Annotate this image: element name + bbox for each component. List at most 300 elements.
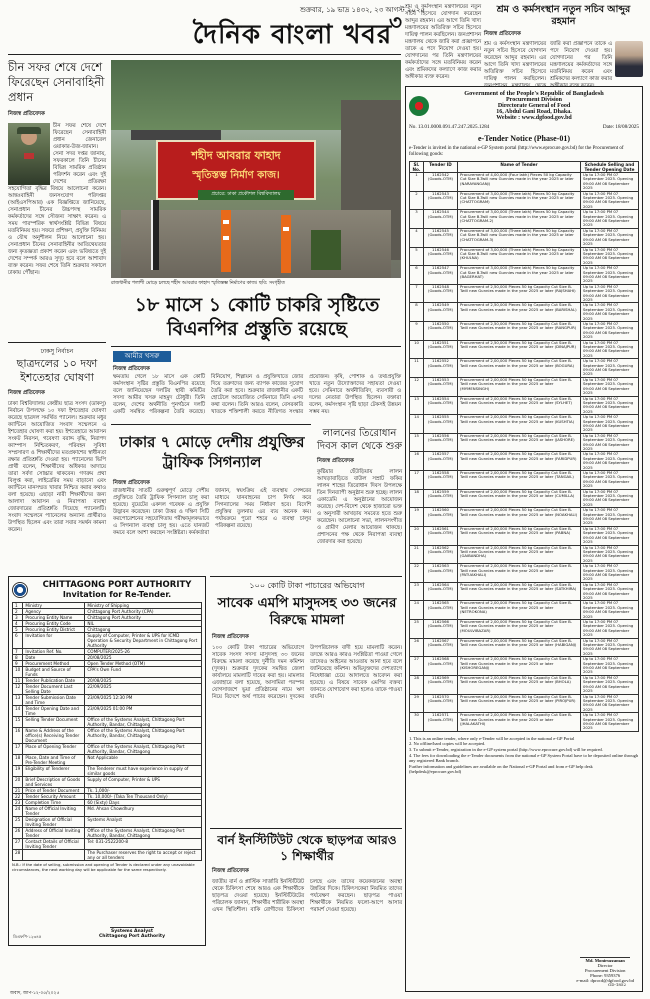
- tender-sl: 3: [410, 210, 424, 229]
- tender-schedule: Up to 17:00 PM 07 September 2025. Opening 09:00 AM 08 September 2025: [581, 508, 639, 527]
- issue-date: শুক্রবার, ১৯ ভাদ্র ১৪৩২, ২৩ আগস্ট ২০২৫: [300, 6, 426, 14]
- tender-row: [410, 508, 639, 527]
- tender-name: Procurement of 3,00,000 (Three lakh) Pieces 50 kg Capacity Cut Size B-Twill new Gunnies made in the year 2025 or later (CHATTOGRAM-3): [458, 228, 581, 247]
- mp-headline: সাবেক এমপি মাসুদসহ ৩৩ জনের বিরুদ্ধে মামলা: [217, 595, 397, 628]
- port-tender-table: [12, 602, 202, 861]
- tender-schedule: Up to 17:00 PM 07 September 2025. Opening 09:00 AM 08 September 2025: [581, 489, 639, 508]
- tender-name: Procurement of 2,00,000 Pieces 50 kg Capacity Cut Size B-Twill new Gunnies made in the year 2025 or later (NOAKHALI): [458, 508, 581, 527]
- memorial-sign: [156, 140, 316, 200]
- tender-row: [410, 564, 639, 583]
- port-cell-value: NIL: [85, 621, 202, 627]
- port-cell-value: Tel: 031-2522200-8: [85, 839, 202, 850]
- tender-sl: 17: [410, 471, 424, 490]
- tender-id: 1162551 (Goods-OTM): [424, 340, 458, 359]
- tender-name: Procurement of 2,00,000 Pieces 50 kg Capacity Cut Size B-Twill new Gunnies made in the year 2025 or later (PATUAKHALI): [458, 564, 581, 583]
- chief-headline: চীন সফর শেষে দেশে ফিরেছেন সেনাবাহিনী প্রধান: [8, 60, 105, 104]
- port-cell-value: COMPUTER/2025-26: [85, 649, 202, 655]
- tender-id: 1162564 (Goods-OTM): [424, 582, 458, 601]
- port-cell-value: Tk. 1,000/-: [85, 788, 202, 794]
- port-cell-label: Date: [23, 655, 85, 661]
- tender-id: 1162568 (Goods-OTM): [424, 657, 458, 676]
- tender-row: [410, 377, 639, 396]
- port-cell-value: 22/09/2025: [85, 684, 202, 695]
- port-cell-value: The Tenderer must have experience in supply of similar goods: [85, 766, 202, 777]
- tender-sl: 1: [410, 173, 424, 192]
- port-cell-value: 60 (Sixty) Days: [85, 800, 202, 806]
- tender-schedule: Up to 17:00 PM 07 September 2025. Opening 09:00 AM 08 September 2025: [581, 582, 639, 601]
- food-intro-col: [405, 4, 481, 80]
- col-tender-id: Tender ID: [424, 162, 458, 173]
- tender-name: Procurement of 2,00,000 Pieces 50 kg Capacity Cut Size B-Twill new Gunnies made in the year 2025 or later (JASHORE): [458, 433, 581, 452]
- port-table-row: [13, 850, 202, 861]
- burn-headline: বার্ন ইনস্টিটিউট থেকে ছাড়পত্র আরও ১ শিক্ষার্থীর: [217, 833, 397, 863]
- port-authority-ad: [8, 576, 206, 946]
- page-number: ৩: [389, 10, 403, 34]
- port-cell-sl: 24: [13, 806, 23, 817]
- food-headline: শ্রম ও কর্মসংস্থান নতুন সচিব আব্দুর রহমান: [496, 4, 631, 27]
- tender-id: 1162555 (Goods-OTM): [424, 415, 458, 434]
- tender-name: Procurement of 2,00,000 Pieces 50 kg Capacity Cut Size B-Twill new Gunnies made in the year 2025 or later (GAIBANDHA): [458, 545, 581, 564]
- food-note: 3. To submit e-Tender, registration in the e-GP system portal (http://www.eprocure.gov.bd) will be required.: [409, 746, 603, 752]
- tender-sl: 18: [410, 489, 424, 508]
- tender-sl: 13: [410, 396, 424, 415]
- port-cell-label: Ministry: [23, 603, 85, 609]
- tender-sl: 27: [410, 657, 424, 676]
- tender-id: 1162560 (Goods-OTM): [424, 508, 458, 527]
- food-body-a: শ্রম ও কর্মসংস্থান মন্ত্রণালয়ের নতুন সচিব হিসেবে যোগদান করেছেন আব্দুর রহমান। এর আগে তিনি খাদ্য মন্ত্রণালয়ের অতিরিক্ত সচিব হিসেবে দায়িত্ব পালন করছিলেন। জনপ্রশাসন মন্ত্রণালয় থেকে জারি করা প্রজ্ঞাপনে তাকে এ পদে নিয়োগ দেওয়া হয়। যোগদানের পর তিনি মন্ত্রণালয়ের কর্মকর্তাদের সঙ্গে মতবিনিময় করেন এবং শ্রমিকদের কল্যাণে কাজ করার অঙ্গীকার ব্যক্ত করেন।: [405, 4, 481, 80]
- tender-sl: 14: [410, 415, 424, 434]
- tender-sl: 22: [410, 564, 424, 583]
- tender-schedule: Up to 17:00 PM 07 September 2025. Opening 09:00 AM 08 September 2025: [581, 675, 639, 694]
- port-table-row: [13, 684, 202, 695]
- tender-row: [410, 266, 639, 285]
- food-notes: [409, 736, 639, 775]
- port-cell-sl: 3: [13, 615, 23, 621]
- tender-name: Procurement of 2,00,000 Pieces 50 kg Capacity Cut Size B-Twill new Gunnies made in the year 2025 or later (SATKHIRA): [458, 582, 581, 601]
- lalon-article: [317, 427, 402, 572]
- tender-name: Procurement of 2,00,000 Pieces 50 kg Capacity Cut Size B-Twill new Gunnies made in the year 2025 or later (NETROKONA): [458, 601, 581, 620]
- port-cell-value: Chittagong: [85, 627, 202, 633]
- port-cell-value: Open Tender Method (OTM): [85, 661, 202, 667]
- port-cell-label: Procuring Entity Code: [23, 621, 85, 627]
- port-cell-label: Completion Time: [23, 800, 85, 806]
- port-cell-sl: 4: [13, 621, 23, 627]
- tender-row: [410, 340, 639, 359]
- chief-byline: নিজস্ব প্রতিবেদক: [8, 111, 45, 117]
- food-secretary-photo: [615, 41, 643, 77]
- port-cell-sl: 28: [13, 850, 23, 861]
- port-table-row: [13, 806, 202, 817]
- tender-sl: 10: [410, 340, 424, 359]
- tender-sl: 29: [410, 694, 424, 713]
- tender-name: Procurement of 2,00,000 Pieces 50 kg Capacity Cut Size B-Twill new Gunnies made in the year 2025 or later (TANGAIL): [458, 471, 581, 490]
- tender-schedule: Up to 17:00 PM 07 September 2025. Opening 09:00 AM 08 September 2025: [581, 340, 639, 359]
- student-kicker: ঢাকসু নির্বাচন: [40, 348, 74, 355]
- footer-left-code: জবাদ, জাপ-১২-০৫/২০২৫: [10, 991, 60, 996]
- tender-sl: 8: [410, 303, 424, 322]
- port-cell-sl: 19: [13, 766, 23, 777]
- port-table-row: [13, 817, 202, 828]
- tender-id: 1162542 (Goods-OTM): [424, 173, 458, 192]
- port-cell-value: Systems Analyst: [85, 817, 202, 828]
- tender-row: [410, 601, 639, 620]
- port-cell-sl: 2: [13, 609, 23, 615]
- port-cell-label: Selling Tender Document: [23, 717, 85, 728]
- tender-row: [410, 210, 639, 229]
- port-cell-sl: 22: [13, 794, 23, 800]
- port-table-row: [13, 744, 202, 755]
- memorial-photo: [111, 60, 401, 278]
- port-cell-sl: 13: [13, 695, 23, 706]
- port-table-row: [13, 839, 202, 850]
- port-table-row: [13, 766, 202, 777]
- tender-sl: 4: [410, 228, 424, 247]
- masthead: দৈনিক বাংলা খবর: [192, 20, 393, 50]
- port-cell-sl: 8: [13, 655, 23, 661]
- food-sign-name: Md. Moniruzzaman: [585, 958, 625, 963]
- port-cell-sl: 11: [13, 678, 23, 684]
- tender-schedule: Up to 17:00 PM 07 September 2025. Opening 09:00 AM 08 September 2025: [581, 713, 639, 732]
- tender-name: Procurement of 2,00,000 Pieces 50 kg Capacity Cut Size B-Twill new Gunnies made in the year 2025 or later (CUMILLA): [458, 489, 581, 508]
- tender-id: 1162566 (Goods-OTM): [424, 620, 458, 639]
- food-gov: Government of the People's Republic of Bangladesh: [464, 90, 604, 97]
- tender-sl: 20: [410, 526, 424, 545]
- food-note: 2. No offline/hard copies will be accepted.: [409, 741, 486, 747]
- port-cell-sl: 20: [13, 777, 23, 788]
- gov-logo-icon: [409, 96, 429, 116]
- tender-id: 1162547 (Goods-OTM): [424, 266, 458, 285]
- port-cell-sl: 9: [13, 661, 23, 667]
- port-table-row: [13, 633, 202, 649]
- port-note: N.B.: If the date of selling, submission and opening of Tender is declared under any unavoidable circumstances, the next working day will be applicable for the same respectively.: [12, 862, 195, 872]
- port-cell-value: Tk. 10,000/- (Taka Ten Thousand Only): [85, 794, 202, 800]
- port-cell-sl: 26: [13, 828, 23, 839]
- food-sign-phone: Phone: 9359376: [590, 973, 621, 978]
- tender-id: 1162552 (Goods-OTM): [424, 359, 458, 378]
- port-cell-value: Office of the Systems Analyst, Chittagong Port Authority, Bandar, Chittagong: [85, 744, 202, 755]
- tender-row: [410, 322, 639, 341]
- tender-id: 1162550 (Goods-OTM): [424, 322, 458, 341]
- tender-sl: 7: [410, 284, 424, 303]
- tender-name: Procurement of 2,00,000 Pieces 50 kg Capacity Cut Size B-Twill new Gunnies made in the year 2025 or later (JHALAKATHI): [458, 713, 581, 732]
- port-cell-value: Not Applicable: [85, 755, 202, 766]
- tender-id: 1162554 (Goods-OTM): [424, 396, 458, 415]
- tender-schedule: Up to 17:00 PM 07 September 2025. Opening 09:00 AM 08 September 2025: [581, 564, 639, 583]
- tender-row: [410, 191, 639, 210]
- tender-id: 1162561 (Goods-OTM): [424, 526, 458, 545]
- tender-schedule: Up to 17:00 PM 07 September 2025. Opening 09:00 AM 08 September 2025: [581, 284, 639, 303]
- food-note: 4. The fees for downloading the e-Tender documents from the national e-GP System Portal have to be deposited online through any registered Bank branch.: [409, 752, 639, 764]
- port-cell-sl: 12: [13, 684, 23, 695]
- tender-row: [410, 173, 639, 192]
- port-sign-org: Chittagong Port Authority: [99, 934, 165, 939]
- tender-schedule: Up to 17:00 PM 07 September 2025. Opening 09:00 AM 08 September 2025: [581, 210, 639, 229]
- tender-sl: 30: [410, 713, 424, 732]
- tender-sl: 11: [410, 359, 424, 378]
- food-tender-table: [409, 161, 639, 732]
- port-cell-label: Tender Security Amount: [23, 794, 85, 800]
- food-memo-date: Date: 18/08/2025: [602, 124, 639, 130]
- port-cell-label: Place, Date and Time of Pre-Tender Meeting: [23, 755, 85, 766]
- tender-row: [410, 489, 639, 508]
- tender-name: Procurement of 4,00,000 (Four lakh) Pieces 50 kg Capacity Cut Size B-Twill new Gunnies made in the year 2025 or later (NARAYANGANJ): [458, 173, 581, 192]
- port-cell-value: Office of the Systems Analyst, Chittagong Port Authority, Bandar, Chittagong: [85, 717, 202, 728]
- food-signature: [576, 948, 634, 983]
- food-tender-ad: [405, 86, 643, 992]
- tender-sl: 6: [410, 266, 424, 285]
- port-cell-value: 20/08/2025: [85, 655, 202, 661]
- food-division: Procurement Division: [506, 97, 562, 103]
- port-cell-value: 23/09/2025 01:00 PM: [85, 706, 202, 717]
- tender-schedule: Up to 17:00 PM 07 September 2025. Opening 09:00 AM 08 September 2025: [581, 526, 639, 545]
- port-cell-value: CPA's Own Fund: [85, 667, 202, 678]
- port-title: Invitation for Re-Tender.: [62, 590, 172, 599]
- tender-schedule: Up to 17:00 PM 07 September 2025. Opening 09:00 AM 08 September 2025: [581, 266, 639, 285]
- col-name: Name of Tender: [458, 162, 581, 173]
- student-headline: ছাত্রদলের ১০ দফা ইশতেহার ঘোষণা: [16, 357, 98, 384]
- tender-row: [410, 582, 639, 601]
- port-cell-value: Chittagong Port Authority: [85, 615, 202, 621]
- tender-schedule: Up to 17:00 PM 07 September 2025. Opening 09:00 AM 08 September 2025: [581, 694, 639, 713]
- port-cell-label: Agency: [23, 609, 85, 615]
- tender-sl: 23: [410, 582, 424, 601]
- burn-byline: নিজস্ব প্রতিবেদক: [212, 868, 249, 874]
- food-website: Website : www.dgfood.gov.bd: [496, 115, 572, 121]
- tender-id: 1162543 (Goods-OTM): [424, 191, 458, 210]
- port-cell-value: 23/09/2025 12:30 PM: [85, 695, 202, 706]
- mp-case-article: [212, 580, 402, 825]
- port-table-row: [13, 728, 202, 744]
- port-cell-value: The Purchaser reserves the right to accept or reject any or all tenders: [85, 850, 202, 861]
- port-cell-sl: 14: [13, 706, 23, 717]
- bnp-author: আমীর খসরু: [124, 352, 160, 360]
- burn-article: [212, 832, 402, 947]
- port-cell-label: Tender Publication Date: [23, 678, 85, 684]
- tender-name: Procurement of 2,00,000 Pieces 50 kg Capacity Cut Size B-Twill new Gunnies made in the year 2025 or later (FARIDPUR): [458, 452, 581, 471]
- tender-sl: 2: [410, 191, 424, 210]
- lalon-byline: নিজস্ব প্রতিবেদক: [317, 458, 354, 464]
- port-cell-value: Chittagong Port Authority (CPA): [85, 609, 202, 615]
- port-sign-title: Systems Analyst: [110, 929, 154, 934]
- tender-schedule: Up to 17:00 PM 07 September 2025. Opening 09:00 AM 08 September 2025: [581, 396, 639, 415]
- tender-sl: 15: [410, 433, 424, 452]
- tender-schedule: Up to 17:00 PM 07 September 2025. Opening 09:00 AM 08 September 2025: [581, 620, 639, 639]
- tender-id: 1162545 (Goods-OTM): [424, 228, 458, 247]
- traffic-byline: নিজস্ব প্রতিবেদক: [113, 480, 150, 486]
- port-cell-label: Brief Description of Goods and Services: [23, 777, 85, 788]
- tender-row: [410, 452, 639, 471]
- port-cell-value: Office of the Systems Analyst, Chittagong Port Authority, Bandar, Chittagong: [85, 828, 202, 839]
- tender-row: [410, 526, 639, 545]
- lalon-headline: লালনের তিরোধান দিবস কাল থেকে শুরু: [317, 428, 402, 452]
- port-cell-value: Ministry of Shipping: [85, 603, 202, 609]
- port-cell-value: Office of the Systems Analyst, Chittagong Port Authority, Bandar, Chittagong: [85, 728, 202, 744]
- port-cell-sl: 27: [13, 839, 23, 850]
- lalon-body: কুষ্টিয়ার ছেঁউড়িয়ায় লালন আখড়াবাড়িতে বাউল সম্রাট ফকির লালন শাহের তিরোধান দিবস উপলক্ষে তিন দিনব্যাপী অনুষ্ঠান শুরু হচ্ছে। লালন একাডেমি এ অনুষ্ঠানের আয়োজন করেছে। দেশ-বিদেশ থেকে হাজারো ভক্ত ও অনুসারী আখড়ায় সমবেত হতে শুরু করেছেন। আলোচনা সভা, লালনসংগীত ও গ্রামীণ মেলার আয়োজন থাকছে। প্রশাসনের পক্ষ থেকে নিরাপত্তা ব্যবস্থা জোরদার করা হয়েছে।: [317, 469, 402, 545]
- port-cell-label: Designation of Official Inviting Tender: [23, 817, 85, 828]
- tender-row: [410, 433, 639, 452]
- tender-row: [410, 620, 639, 639]
- food-sign-email: e-mail: dprocd@dgfood.gov.bd: [576, 978, 634, 983]
- tender-id: 1162570 (Goods-OTM): [424, 694, 458, 713]
- port-cell-value: Md. Ahsan Chowdhury: [85, 806, 202, 817]
- tender-id: 1162557 (Goods-OTM): [424, 452, 458, 471]
- tender-row: [410, 545, 639, 564]
- tender-schedule: Up to 17:00 PM 07 September 2025. Opening 09:00 AM 08 September 2025: [581, 452, 639, 471]
- port-table-row: [13, 695, 202, 706]
- tender-sl: 26: [410, 638, 424, 657]
- tender-sl: 16: [410, 452, 424, 471]
- port-cell-sl: 6: [13, 633, 23, 649]
- tender-name: Procurement of 2,00,000 Pieces 50 kg Capacity Cut Size B-Twill new Gunnies made in the year 2025 or later (KISHOREGANJ): [458, 657, 581, 676]
- tender-name: Procurement of 2,00,000 Pieces 50 kg Capacity Cut Size B-Twill new Gunnies made in the year 2025 or later (HABIGANJ): [458, 638, 581, 657]
- port-cell-label: Name & Address of the office(s) Receiving Tender Document: [23, 728, 85, 744]
- bnp-author-tag: [113, 351, 171, 362]
- tender-sl: 5: [410, 247, 424, 266]
- tender-sl: 19: [410, 508, 424, 527]
- food-address: 16, Abdul Gani Road, Dhaka.: [496, 109, 572, 115]
- tender-id: 1162567 (Goods-OTM): [424, 638, 458, 657]
- port-cell-value: Supply of Computer, Printer & UPS for ICMD Operation & Security Department in Chittagong Port Authority: [85, 633, 202, 649]
- food-note: Further information and guidelines are available on the National e-GP Portal and from e-GP help desk (helpdesk@eprocure.gov.bd): [409, 763, 593, 775]
- tender-row: [410, 396, 639, 415]
- bnp-headline: ১৮ মাসে ১ কোটি চাকরি সৃষ্টিতে বিএনপির প্রস্তুতি রয়েছে: [134, 294, 380, 340]
- tender-name: Procurement of 2,00,000 Pieces 50 kg Capacity Cut Size B-Twill new Gunnies made in the year 2025 or later (MYMENSINGH): [458, 377, 581, 396]
- tender-schedule: Up to 17:00 PM 07 September 2025. Opening 09:00 AM 08 September 2025: [581, 638, 639, 657]
- port-cell-label: Address of Official Inviting Tender: [23, 828, 85, 839]
- mp-body: ১০০ কোটি টাকা পাচারের অভিযোগে সাবেক সংসদ সদস্য মাসুদসহ ৩৩ জনের বিরুদ্ধে মামলা করেছে দুর্নীতি দমন কমিশন (দুদক)। শুক্রবার দুদকের সমন্বিত জেলা কার্যালয়ে মামলাটি দায়ের করা হয়। মামলার এজাহারে বলা হয়েছে, আসামিরা পরস্পর যোগসাজশে ভুয়া প্রতিষ্ঠানের নামে ঋণ নিয়ে বিদেশে অর্থ পাচার করেছেন। দুদকের উপপরিচালক বাদী হয়ে মামলাটি করেন। তদন্তে আরও কারও সংশ্লিষ্টতা পাওয়া গেলে তাদেরও আইনের আওতায় আনা হবে বলে জানিয়েছে কমিশন। অভিযুক্তদের দেশত্যাগে নিষেধাজ্ঞা চেয়ে আদালতে আবেদন করা হয়েছে। এ বিষয়ে সাবেক এমপির বক্তব্য জানতে যোগাযোগ করা হলেও তাকে পাওয়া যায়নি।: [212, 645, 402, 700]
- chief-body: চীন সফর শেষে দেশে ফিরেছেন সেনাবাহিনী প্রধান জেনারেল ওয়াকার-উজ-জামান। সেনা সদর দপ্তর জানায়, সফরকালে তিনি চীনের বিভিন্ন সামরিক প্রতিষ্ঠান পরিদর্শন করেন এবং দুই দেশের প্রতিরক্ষা সহযোগিতা বৃদ্ধির বিষয়ে আলোচনা করেন। আন্তঃবাহিনী জনসংযোগ পরিদপ্তর (আইএসপিআর) এক বিজ্ঞপ্তিতে জানিয়েছে, সেনাপ্রধান চীনের উচ্চপদস্থ সামরিক কর্মকর্তাদের সঙ্গে সৌজন্য সাক্ষাৎ করেন। এ সময় পারস্পরিক স্বার্থসংশ্লিষ্ট বিভিন্ন বিষয়ে মতবিনিময় হয়। সফরে প্রশিক্ষণ, প্রযুক্তি বিনিময় ও যৌথ অনুশীলন নিয়ে আলোচনা হয়। সেনাপ্রধান চীনের সেনাবাহিনীর আতিথেয়তার জন্য কৃতজ্ঞতা প্রকাশ করেন এবং ভবিষ্যতে দুই দেশের সম্পর্ক আরও সুদৃঢ় হবে বলে আশাবাদ ব্যক্ত করেন। সফর শেষে তিনি শুক্রবার সকালে ঢাকায় পৌঁছান।: [8, 123, 106, 276]
- tender-name: Procurement of 2,00,000 Pieces 50 kg Capacity Cut Size B-Twill new Gunnies made in the year 2025 or later (SYLHET): [458, 396, 581, 415]
- port-cell-sl: 7: [13, 649, 23, 655]
- port-cell-label: Invitation Ref. No.: [23, 649, 85, 655]
- signature-mark: [580, 948, 630, 958]
- mp-byline: নিজস্ব প্রতিবেদক: [212, 634, 249, 640]
- tender-name: Procurement of 2,50,000 Pieces 50 kg Capacity Cut Size B-Twill new Gunnies made in the year 2025 or later (DINAJPUR): [458, 340, 581, 359]
- port-signature: [99, 922, 165, 939]
- port-table-row: [13, 667, 202, 678]
- port-cell-label: Price of Tender Document: [23, 788, 85, 794]
- bnp-byline: নিজস্ব প্রতিবেদক: [113, 366, 150, 372]
- port-cell-label: Tender Document Last Selling Date: [23, 684, 85, 695]
- port-cell-label: Tender Opening Date and Time: [23, 706, 85, 717]
- tender-name: Procurement of 2,50,000 Pieces 50 kg Capacity Cut Size B-Twill new Gunnies made in the year 2025 or later (RAJSHAHI): [458, 284, 581, 303]
- tender-schedule: Up to 17:00 PM 07 September 2025. Opening 09:00 AM 08 September 2025: [581, 433, 639, 452]
- food-byline: নিজস্ব প্রতিবেদক: [484, 31, 521, 37]
- port-cell-sl: 16: [13, 728, 23, 744]
- tender-row: [410, 675, 639, 694]
- tender-id: 1162546 (Goods-OTM): [424, 247, 458, 266]
- port-cell-label: Procuring Entity District: [23, 627, 85, 633]
- tender-id: 1162569 (Goods-OTM): [424, 675, 458, 694]
- col-sl: Sl. No.: [410, 162, 424, 173]
- port-logo-icon: [12, 582, 28, 598]
- chief-photo: [8, 123, 50, 185]
- sign-line2: স্মৃতিস্তম্ভ নির্মাণ কাজ।: [192, 170, 280, 181]
- port-cell-value: Supply of Computer, Printer & UPS: [85, 777, 202, 788]
- tender-row: [410, 713, 639, 732]
- tender-id: 1162563 (Goods-OTM): [424, 564, 458, 583]
- tender-name: Procurement of 3,00,000 (Three lakh) Pieces 50 kg Capacity Cut Size B-Twill new Gunnies made in the year 2025 or later (CHATTOGRAM-2): [458, 210, 581, 229]
- food-title: e-Tender Notice (Phase-01): [478, 134, 570, 143]
- tender-schedule: Up to 17:00 PM 07 September 2025. Opening 09:00 AM 08 September 2025: [581, 322, 639, 341]
- tender-sl: 28: [410, 675, 424, 694]
- port-cell-sl: 15: [13, 717, 23, 728]
- tender-id: 1162556 (Goods-OTM): [424, 433, 458, 452]
- tender-sl: 12: [410, 377, 424, 396]
- food-body: শ্রম ও কর্মসংস্থান মন্ত্রণালয়ের নতুন সচিব হিসেবে যোগদান করেছেন আব্দুর রহমান। এর আগে তিনি খাদ্য মন্ত্রণালয়ের অতিরিক্ত সচিব হিসেবে দায়িত্ব পালন করছিলেন। জনপ্রশাসন মন্ত্রণালয় থেকে জারি করা প্রজ্ঞাপনে তাকে এ পদে নিয়োগ দেওয়া হয়। যোগদানের পর তিনি মন্ত্রণালয়ের কর্মকর্তাদের সঙ্গে মতবিনিময় করেন এবং শ্রমিকদের কল্যাণে কাজ করার অঙ্গীকার ব্যক্ত করেন।: [484, 41, 612, 89]
- tender-sl: 25: [410, 620, 424, 639]
- chief-article: [8, 60, 106, 340]
- tender-name: Procurement of 2,00,000 Pieces 50 kg Capacity Cut Size B-Twill new Gunnies made in the year 2025 or later (PIROJPUR): [458, 694, 581, 713]
- tender-name: Procurement of 2,00,000 Pieces 50 kg Capacity Cut Size B-Twill new Gunnies made in the year 2025 or later (MOULVIBAZAR): [458, 620, 581, 639]
- tender-schedule: Up to 17:00 PM 07 September 2025. Opening 09:00 AM 08 September 2025: [581, 545, 639, 564]
- tender-row: [410, 415, 639, 434]
- student-byline: নিজস্ব প্রতিবেদক: [8, 390, 45, 396]
- port-cell-sl: 5: [13, 627, 23, 633]
- tender-sl: 21: [410, 545, 424, 564]
- tender-id: 1162559 (Goods-OTM): [424, 489, 458, 508]
- tender-id: 1162565 (Goods-OTM): [424, 601, 458, 620]
- tender-schedule: Up to 17:00 PM 07 September 2025. Opening 09:00 AM 08 September 2025: [581, 415, 639, 434]
- tender-row: [410, 359, 639, 378]
- tender-name: Procurement of 2,00,000 Pieces 50 kg Capacity Cut Size B-Twill new Gunnies made in the year 2025 or later (KUSHTIA): [458, 415, 581, 434]
- traffic-body: রাজধানীর সাতটি গুরুত্বপূর্ণ মোড়ে দেশীয় প্রযুক্তিতে তৈরি ট্রাফিক সিগন্যাল চালু করা হয়েছে। বুয়েটের একদল গবেষক এ প্রযুক্তি উদ্ভাবন করেছেন। ঢাকা উত্তর ও দক্ষিণ সিটি করপোরেশনের সহযোগিতায় পরীক্ষামূলকভাবে এ সিগন্যাল ব্যবস্থা চালু হয়। এতে যানজট কমবে বলে আশা করছেন সংশ্লিষ্টরা। কর্মকর্তারা জানান, স্বয়ংক্রিয় এই ব্যবস্থায় সেন্সরের মাধ্যমে যানবাহনের চাপ নির্ণয় করে সিগন্যালের সময় নির্ধারণ হবে। বিদেশি প্রযুক্তির তুলনায় এর ব্যয় অনেক কম। পর্যায়ক্রমে পুরো শহরে এ ব্যবস্থা চালুর পরিকল্পনা রয়েছে।: [113, 488, 311, 536]
- tender-name: Procurement of 3,00,000 (Three lakh) Pieces 50 kg Capacity Cut Size B-Twill new Gunnies made in the year 2025 or later (KHULNA): [458, 247, 581, 266]
- tender-sl: 24: [410, 601, 424, 620]
- tender-schedule: Up to 17:00 PM 07 September 2025. Opening 09:00 AM 08 September 2025: [581, 247, 639, 266]
- tender-name: Procurement of 2,00,000 Pieces 50 kg Capacity Cut Size B-Twill new Gunnies made in the year 2025 or later (BHOLA): [458, 675, 581, 694]
- port-cell-sl: 23: [13, 800, 23, 806]
- food-sign-title: Director: [597, 963, 613, 968]
- port-table-row: [13, 755, 202, 766]
- mp-kicker: ১০০ কোটি টাকা পাচারের অভিযোগ: [249, 581, 365, 590]
- tender-row: [410, 638, 639, 657]
- tender-schedule: Up to 17:00 PM 07 September 2025. Opening 09:00 AM 08 September 2025: [581, 601, 639, 620]
- tender-schedule: Up to 17:00 PM 07 September 2025. Opening 09:00 AM 08 September 2025: [581, 471, 639, 490]
- bnp-body: ক্ষমতায় গেলে ১৮ মাসে এক কোটি কর্মসংস্থান সৃষ্টির প্রস্তুতি বিএনপির রয়েছে বলে জানিয়েছেন দলটির স্থায়ী কমিটির সদস্য আমীর খসরু মাহমুদ চৌধুরী। তিনি বলেন, দেশের অর্থনীতি পুনর্গঠনে দলটি একটি সমন্বিত পরিকল্পনা তৈরি করেছে। বিনিয়োগ, শিল্পায়ন ও প্রযুক্তিখাতে জোর দিয়ে তরুণদের জন্য ব্যাপক কাজের সুযোগ তৈরি করা হবে। শুক্রবার রাজধানীর একটি হোটেলে আয়োজিত সেমিনারে তিনি এসব কথা বলেন। তিনি আরও বলেন, বেসরকারি খাতকে শক্তিশালী করতে নীতিগত সংস্কার প্রয়োজন। কৃষি, পোশাক ও তথ্যপ্রযুক্তি খাতে নতুন উদ্যোক্তাদের সহায়তা দেওয়া হবে। সেমিনারে অর্থনীতিবিদ, ব্যবসায়ী ও দলের নেতারা উপস্থিত ছিলেন। বক্তারা বলেন, কর্মসংস্থান সৃষ্টি ছাড়া টেকসই উন্নয়ন সম্ভব নয়।: [113, 374, 401, 415]
- traffic-headline: ঢাকার ৭ মোড়ে দেশীয় প্রযুক্তির ট্রাফিক সিগন্যাল: [119, 433, 305, 471]
- tender-id: 1162562 (Goods-OTM): [424, 545, 458, 564]
- port-signature-mark: [110, 922, 154, 928]
- food-directorate: Directorate General of Food: [497, 103, 571, 109]
- tender-schedule: Up to 17:00 PM 07 September 2025. Opening 09:00 AM 08 September 2025: [581, 377, 639, 396]
- tender-row: [410, 284, 639, 303]
- port-cell-sl: 21: [13, 788, 23, 794]
- tender-row: [410, 247, 639, 266]
- student-body: ঢাকা বিশ্ববিদ্যালয় কেন্দ্রীয় ছাত্র সংসদ (ডাকসু) নির্বাচন উপলক্ষে ১০ দফা ইশতেহার ঘোষণা করেছে ছাত্রদল সমর্থিত প্যানেল। শুক্রবার মধুর ক্যান্টিনে আয়োজিত সংবাদ সম্মেলনে এ ইশতেহার ঘোষণা করা হয়। ইশতেহারে আবাসন সংকট নিরসন, গবেষণা বরাদ্দ বৃদ্ধি, নিরাপদ ক্যাম্পাস নিশ্চিতকরণ, পরিবহন সুবিধা সম্প্রসারণ ও শিক্ষার্থীদের মতপ্রকাশের স্বাধীনতা রক্ষার প্রতিশ্রুতি দেওয়া হয়। প্যানেলের ভিপি প্রার্থী বলেন, শিক্ষার্থীদের অধিকার আদায়ে তারা সর্বদা সোচ্চার থাকবেন। গণরুম প্রথা বিলুপ্ত করা, লাইব্রেরির সময় বাড়ানো এবং ক্যান্টিনে মানসম্মত খাবার নিশ্চিত করার কথাও বলা হয়েছে। এছাড়া নারী শিক্ষার্থীদের জন্য আলাদা আবাসন ও নিরাপত্তা ব্যবস্থা জোরদারের প্রতিশ্রুতি দিয়েছে প্যানেলটি। সংবাদ সম্মেলনে প্যানেলের অন্যান্য প্রার্থীরাও উপস্থিত ছিলেন এবং তারা সবার সমর্থন কামনা করেন।: [8, 401, 106, 533]
- photo-caption: রাজধানীর পলাশী মোড়ে চলছে শহীদ আবরার ফাহাদ স্মৃতিস্তম্ভ নির্মাণের কাজ। ছবি: সংগৃহীত: [111, 281, 285, 286]
- tender-name: Procurement of 3,00,000 (Three lakh) Pieces 50 kg Capacity Cut Size B-Twill new Gunnies made in the year 2025 or later (CHATTOGRAM): [458, 191, 581, 210]
- tender-schedule: Up to 17:00 PM 07 September 2025. Opening 09:00 AM 08 September 2025: [581, 173, 639, 192]
- port-cell-label: Name of Official Inviting Tender: [23, 806, 85, 817]
- tender-schedule: Up to 17:00 PM 07 September 2025. Opening 09:00 AM 08 September 2025: [581, 359, 639, 378]
- tender-id: 1162558 (Goods-OTM): [424, 471, 458, 490]
- tender-row: [410, 228, 639, 247]
- port-cell-label: Invitation for: [23, 633, 85, 649]
- food-sign-div: Procurement Division: [584, 968, 626, 973]
- tender-id: 1162544 (Goods-OTM): [424, 210, 458, 229]
- port-ad-code: ডিএফপি-১২৩৪৫: [13, 934, 42, 939]
- tender-row: [410, 303, 639, 322]
- port-cell-label: Procuring Entity Name: [23, 615, 85, 621]
- port-cell-label: Budget and Source of Funds: [23, 667, 85, 678]
- tender-row: [410, 471, 639, 490]
- tender-name: Procurement of 2,50,000 Pieces 50 kg Capacity Cut Size B-Twill new Gunnies made in the year 2025 or later (RANGPUR): [458, 322, 581, 341]
- burn-body: জাতীয় বার্ন ও প্লাস্টিক সার্জারি ইনস্টিটিউট থেকে চিকিৎসা শেষে আরও এক শিক্ষার্থীকে ছাড়পত্র দেওয়া হয়েছে। ইনস্টিটিউটের পরিচালক জানান, শিক্ষার্থীর শারীরিক অবস্থা এখন স্থিতিশীল। বাকি রোগীদের চিকিৎসা চলছে এবং তাদের কয়েকজনের অবস্থা উন্নতির দিকে। চিকিৎসকেরা নিয়মিত তাদের পর্যবেক্ষণ করছেন। ছাড়পত্র পাওয়া শিক্ষার্থীকে নিয়মিত ফলো-আপে আসার পরামর্শ দেওয়া হয়েছে।: [212, 879, 402, 913]
- tender-name: Procurement of 2,00,000 Pieces 50 kg Capacity Cut Size B-Twill new Gunnies made in the year 2025 or later (PABNA): [458, 526, 581, 545]
- port-cell-label: [23, 850, 85, 861]
